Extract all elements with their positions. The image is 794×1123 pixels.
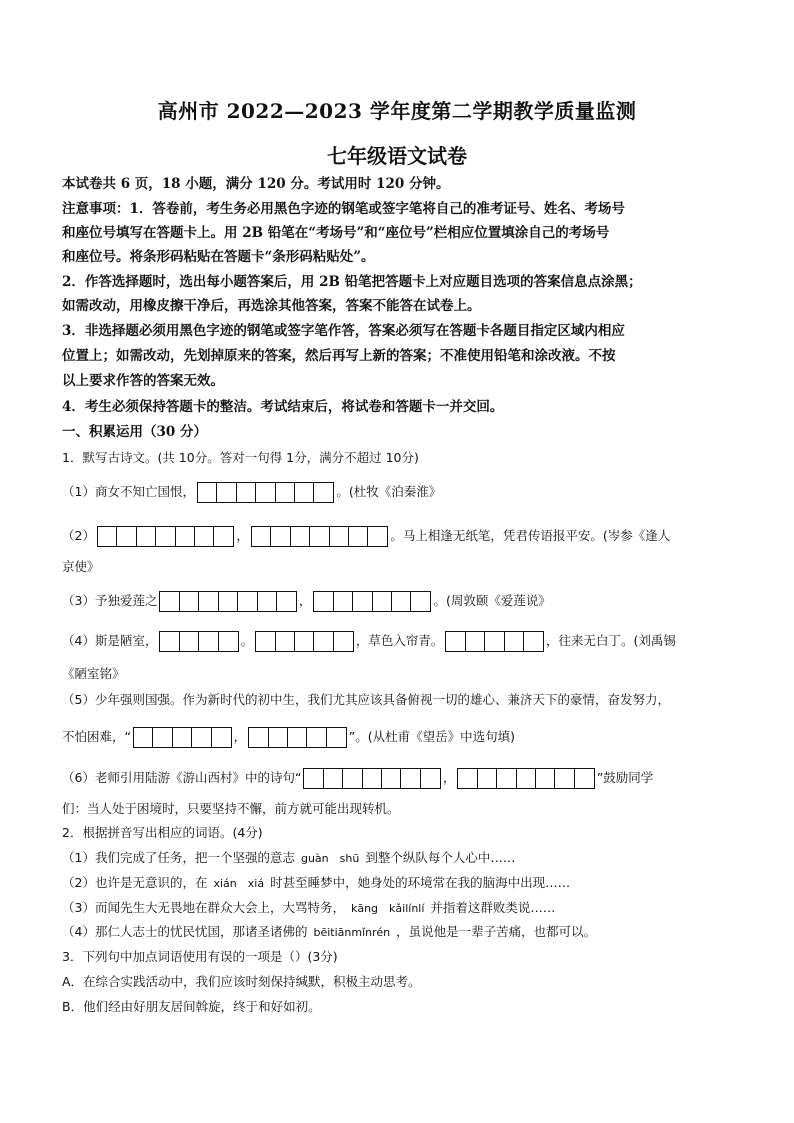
answer-box[interactable] [257, 591, 278, 612]
answer-box[interactable] [477, 768, 498, 789]
answer-box[interactable] [391, 591, 412, 612]
answer-boxes[interactable] [97, 526, 234, 547]
item-text: （1）我们完成了任务，把一个坚强的意志 [62, 850, 295, 865]
answer-box[interactable] [136, 526, 157, 547]
answer-boxes[interactable] [248, 727, 347, 748]
question-2-stem: 2．根据拼音写出相应的词语。(4分) [62, 825, 263, 840]
item-text: ，草色入帘青。 [355, 633, 444, 648]
answer-box[interactable] [313, 482, 334, 503]
answer-box[interactable] [313, 591, 334, 612]
answer-box[interactable] [372, 591, 393, 612]
question-3-option-a[interactable]: A．在综合实践活动中，我们应该时刻保持缄默，积极主动思考。 [62, 974, 421, 989]
exam-title: 高州市 2022—2023 学年度第二学期教学质量监测 [157, 99, 637, 123]
answer-box[interactable] [303, 768, 324, 789]
answer-boxes[interactable] [133, 727, 232, 748]
answer-boxes[interactable] [251, 526, 388, 547]
question-1-stem: 1．默写古诗文。(共 10分。答对一句得 1分，满分不超过 10分) [62, 450, 419, 465]
answer-box[interactable] [574, 768, 595, 789]
answer-box[interactable] [268, 727, 289, 748]
answer-box[interactable] [172, 727, 193, 748]
answer-boxes[interactable] [159, 591, 296, 612]
item-text: 到整个纵队每个人心中…… [365, 850, 516, 865]
answer-box[interactable] [410, 591, 431, 612]
item-text: （4）那仁人志士的忧民忧国，那诸圣诸佛的 [62, 924, 308, 939]
answer-box[interactable] [216, 482, 237, 503]
answer-box[interactable] [516, 768, 537, 789]
answer-box[interactable] [236, 482, 257, 503]
notes-line: 如需改动，用橡皮擦干净后，再选涂其他答案，答案不能答在试卷上。 [62, 298, 481, 314]
answer-box[interactable] [294, 631, 315, 652]
answer-box[interactable] [218, 631, 239, 652]
item-text: （4）斯是陋室， [62, 633, 158, 648]
item-text: ”鼓励同学 [596, 770, 654, 785]
item-text: ， [298, 593, 312, 608]
item-text: ，虽说他是一辈子苦痛，也都可以。 [396, 924, 597, 939]
pinyin: kāng kǎilínlí [350, 902, 425, 915]
answer-box[interactable] [323, 768, 344, 789]
answer-box[interactable] [362, 768, 383, 789]
notes-line: 4．考生必须保持答题卡的整洁。考试结束后，将试卷和答题卡一并交回。 [62, 399, 504, 415]
item-text: ， [233, 729, 247, 744]
answer-boxes[interactable] [313, 591, 431, 612]
answer-box[interactable] [367, 526, 388, 547]
answer-box[interactable] [465, 631, 486, 652]
notes-line: 位置上；如需改动，先划掉原来的答案，然后再写上新的答案；不准使用铅笔和涂改液。不按 [62, 348, 616, 364]
item-text: 。(周敦颐《爱莲说》 [433, 593, 551, 608]
answer-box[interactable] [313, 631, 334, 652]
answer-boxes[interactable] [159, 631, 238, 652]
question-1-item-5: （5）少年强则国强。作为新时代的初中生，我们尤其应该具备俯视一切的雄心、兼济天下的豪情，奋发努力， [62, 692, 670, 707]
exam-subtitle: 七年级语文试卷 [327, 144, 467, 168]
answer-box[interactable] [381, 768, 402, 789]
notes-line: 以上要求作答的答案无效。 [62, 373, 224, 389]
answer-box[interactable] [255, 482, 276, 503]
item-text: 不怕困难，“ [62, 729, 131, 744]
answer-box[interactable] [155, 526, 176, 547]
notes-line: 和座位号填写在答题卡上。用 2B 铅笔在“考场号”和“座位号”栏相应位置填涂自己的考场号 [62, 225, 610, 241]
answer-box[interactable] [159, 591, 180, 612]
answer-box[interactable] [535, 768, 556, 789]
item-text: ，往来无白丁。(刘禹锡 [545, 633, 676, 648]
answer-box[interactable] [213, 526, 234, 547]
question-3-stem: 3．下列句中加点词语使用有误的一项是（）(3分) [62, 949, 338, 964]
question-2-item-3 [62, 898, 555, 919]
answer-boxes[interactable] [303, 768, 440, 789]
answer-box[interactable] [116, 526, 137, 547]
question-1-item-4 [62, 631, 676, 652]
answer-box[interactable] [248, 727, 269, 748]
question-1-item-3 [62, 591, 551, 612]
answer-box[interactable] [152, 727, 173, 748]
notes-line: 2．作答选择题时，选出每小题答案后，用 2B 铅笔把答题卡上对应题目选项的答案信息点涂黑； [62, 274, 642, 290]
answer-box[interactable] [191, 727, 212, 748]
answer-box[interactable] [198, 591, 219, 612]
answer-box[interactable] [159, 631, 180, 652]
pinyin: bēitiānmǐnrén [313, 926, 391, 939]
answer-box[interactable] [276, 591, 297, 612]
answer-boxes[interactable] [457, 768, 594, 789]
answer-box[interactable] [333, 631, 354, 652]
notes-line: 和座位号。将条形码粘贴在答题卡“条形码粘贴处”。 [62, 249, 375, 265]
question-1-item-6 [62, 768, 653, 789]
answer-box[interactable] [309, 526, 330, 547]
item-text: ， [442, 770, 456, 785]
answer-boxes[interactable] [197, 482, 334, 503]
question-2-item-1 [62, 848, 515, 869]
section-heading: 一、积累运用（30 分） [62, 424, 207, 440]
answer-box[interactable] [211, 727, 232, 748]
answer-box[interactable] [457, 768, 478, 789]
item-text: 时甚至睡梦中，她身处的环境常在我的脑海中出现…… [270, 875, 571, 890]
answer-box[interactable] [496, 768, 517, 789]
answer-box[interactable] [133, 727, 154, 748]
question-2-item-2 [62, 873, 570, 894]
item-text: （2） [62, 528, 95, 543]
answer-boxes[interactable] [445, 631, 544, 652]
pinyin: guàn shū [300, 852, 360, 865]
answer-box[interactable] [348, 526, 369, 547]
item-text: （1）商女不知亡国恨， [62, 484, 195, 499]
answer-box[interactable] [326, 727, 347, 748]
answer-box[interactable] [197, 482, 218, 503]
exam-summary: 本试卷共 6 页，18 小题，满分 120 分。考试用时 120 分钟。 [62, 176, 450, 192]
answer-box[interactable] [251, 526, 272, 547]
pinyin: xián xiá [213, 877, 265, 890]
answer-box[interactable] [270, 526, 291, 547]
item-text: （2）也许是无意识的，在 [62, 875, 208, 890]
question-1-item-1 [62, 482, 441, 503]
answer-box[interactable] [175, 526, 196, 547]
item-text: 。 [240, 633, 254, 648]
question-1-item-2-cont: 京使》 [62, 559, 100, 574]
answer-box[interactable] [294, 482, 315, 503]
answer-box[interactable] [275, 631, 296, 652]
answer-box[interactable] [179, 631, 200, 652]
answer-box[interactable] [400, 768, 421, 789]
answer-box[interactable] [306, 727, 327, 748]
item-text: 。(杜牧《泊秦淮》 [336, 484, 442, 499]
question-2-item-4 [62, 922, 596, 943]
answer-box[interactable] [194, 526, 215, 547]
answer-box[interactable] [198, 631, 219, 652]
answer-box[interactable] [342, 768, 363, 789]
notes-line: 注意事项：1．答卷前，考生务必用黑色字迹的钢笔或签字笔将自己的准考证号、姓名、考场号 [62, 201, 625, 217]
answer-box[interactable] [523, 631, 544, 652]
item-text: 并指着这群败类说…… [430, 900, 556, 915]
answer-box[interactable] [237, 591, 258, 612]
answer-box[interactable] [255, 631, 276, 652]
answer-box[interactable] [97, 526, 118, 547]
answer-box[interactable] [290, 526, 311, 547]
question-3-option-b[interactable]: B．他们经由好朋友居间斡旋，终于和好如初。 [62, 999, 321, 1014]
answer-box[interactable] [484, 631, 505, 652]
answer-box[interactable] [420, 768, 441, 789]
answer-boxes[interactable] [255, 631, 354, 652]
answer-box[interactable] [329, 526, 350, 547]
question-1-item-5-cont [62, 727, 515, 748]
item-text: 。马上相逢无纸笔，凭君传语报平安。(岑参《逢人 [390, 528, 671, 543]
item-text: ， [236, 528, 249, 543]
answer-box[interactable] [179, 591, 200, 612]
question-1-item-4-cont: 《陋室铭》 [62, 666, 125, 681]
answer-box[interactable] [554, 768, 575, 789]
item-text: （3）而闻先生大无畏地在群众大会上，大骂特务， [62, 900, 345, 915]
answer-box[interactable] [352, 591, 373, 612]
item-text: （3）予独爱莲之 [62, 593, 158, 608]
answer-box[interactable] [445, 631, 466, 652]
answer-box[interactable] [504, 631, 525, 652]
answer-box[interactable] [275, 482, 296, 503]
item-text: ”。(从杜甫《望岳》中选句填) [348, 729, 515, 744]
answer-box[interactable] [287, 727, 308, 748]
answer-box[interactable] [218, 591, 239, 612]
question-1-item-2 [62, 526, 670, 547]
notes-line: 3．非选择题必须用黑色字迹的钢笔或签字笔作答，答案必须写在答题卡各题目指定区域内相应 [62, 323, 625, 339]
answer-box[interactable] [333, 591, 354, 612]
question-1-item-6-cont: 们：当人处于困境时，只要坚持不懈，前方就可能出现转机。 [62, 801, 400, 816]
item-text: （6）老师引用陆游《游山西村》中的诗句“ [62, 770, 302, 785]
